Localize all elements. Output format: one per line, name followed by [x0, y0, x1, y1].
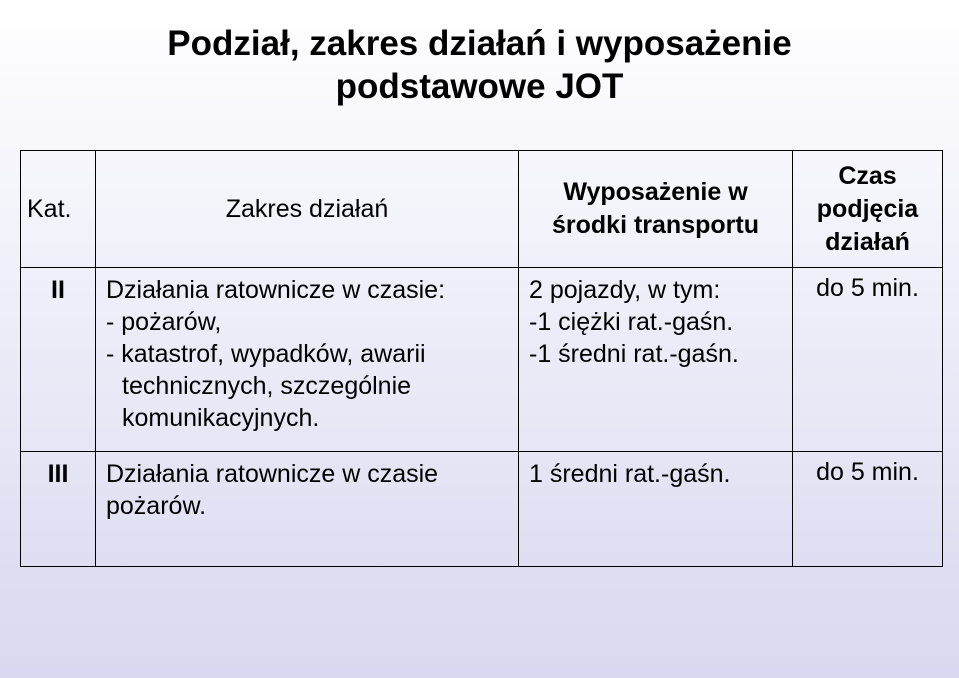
header-wyposazenie: [519, 151, 793, 268]
zakres-line: Działania ratownicze w czasie:: [106, 276, 446, 304]
header-wyposazenie-line-2: środki transportu: [552, 211, 759, 239]
zakres-cell: [96, 452, 519, 567]
czas-cell: do 5 min.: [793, 452, 943, 567]
header-zakres: Zakres działań: [96, 151, 519, 268]
category-cell: III: [21, 452, 96, 567]
wyposazenie-line: -1 średni rat.-gaśn.: [529, 340, 739, 368]
categories-table: [20, 150, 943, 567]
czas-cell: do 5 min.: [793, 268, 943, 452]
zakres-line: Działania ratownicze w czasie: [106, 460, 439, 488]
table-row: [21, 452, 943, 567]
slide-title: [0, 22, 959, 108]
zakres-line: pożarów.: [106, 492, 207, 520]
zakres-line: komunikacyjnych.: [122, 404, 320, 432]
table-row: [21, 268, 943, 452]
zakres-line: - katastrof, wypadków, awarii: [106, 340, 426, 368]
header-row: [21, 151, 943, 268]
wyposazenie-line: 2 pojazdy, w tym:: [529, 276, 721, 304]
title-line-1: Podział, zakres działań i wyposażenie: [167, 24, 792, 63]
wyposazenie-line: 1 średni rat.-gaśn.: [529, 460, 731, 488]
zakres-line: technicznych, szczególnie: [122, 372, 412, 400]
title-line-2: podstawowe JOT: [335, 67, 624, 106]
zakres-line: - pożarów,: [106, 308, 222, 336]
header-kat: Kat.: [21, 151, 96, 268]
wyposazenie-cell: [519, 268, 793, 452]
wyposazenie-line: -1 ciężki rat.-gaśn.: [529, 308, 734, 336]
header-wyposazenie-line-1: Wyposażenie w: [563, 178, 748, 206]
zakres-cell: [96, 268, 519, 452]
category-cell: II: [21, 268, 96, 452]
header-czas-line-3: działań: [825, 227, 910, 256]
wyposazenie-cell: [519, 452, 793, 567]
header-czas-line-2: podjęcia: [816, 194, 919, 223]
header-czas-line-1: Czas: [838, 161, 897, 190]
header-czas: [793, 151, 943, 268]
